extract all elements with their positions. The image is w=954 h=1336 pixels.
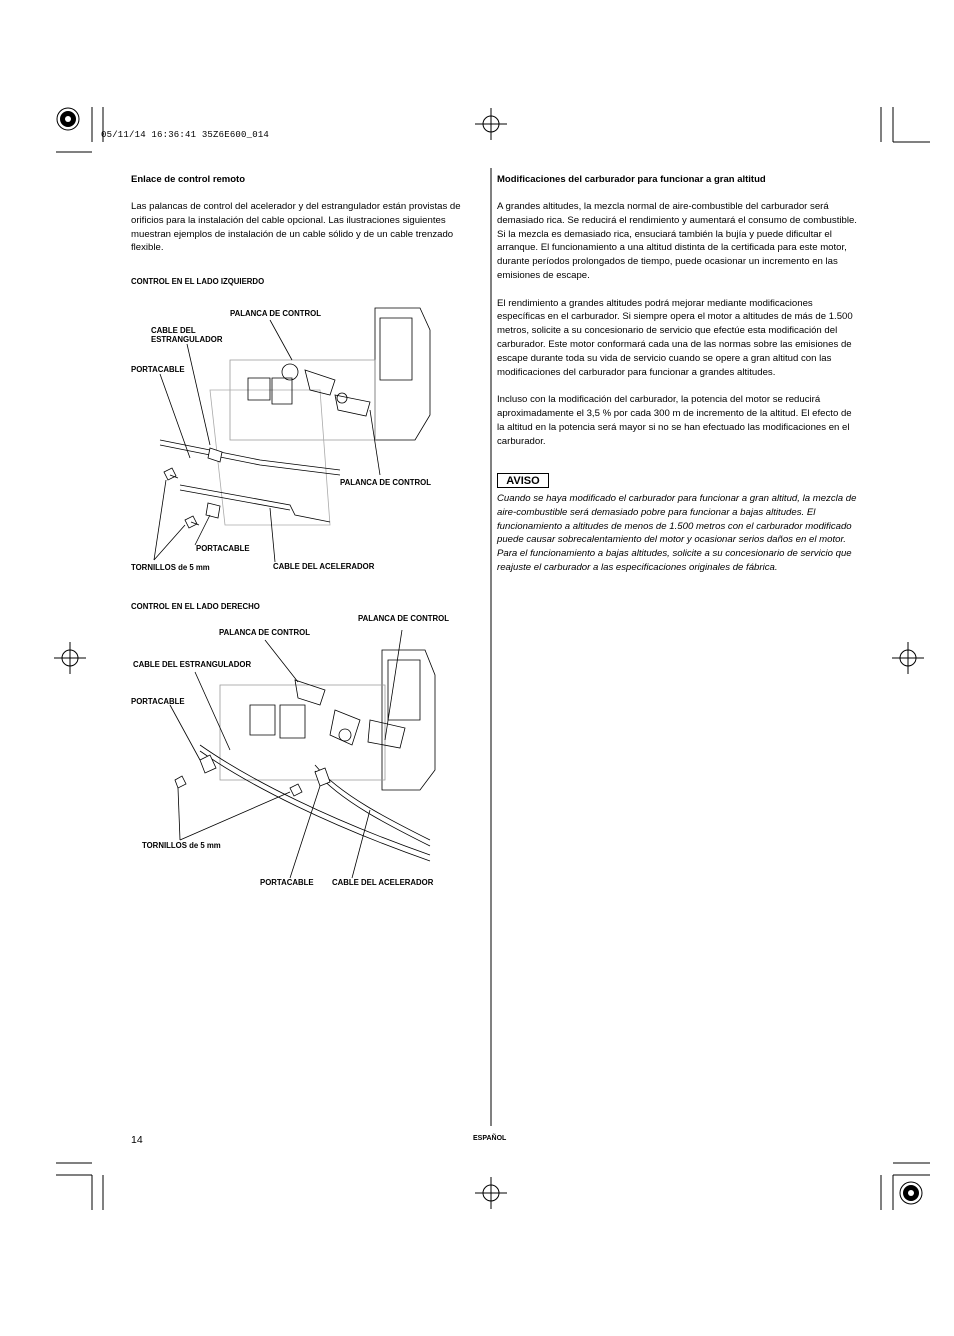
altitude-paragraph-1: A grandes altitudes, la mezcla normal de aire-combustible del carburador será demasiado rica. Se reducirá el rendimiento y aumentará el consumo de combustible. Si la mezcla es demasiado rica, ensuciará también la bujía y puede dificultar el arranque. El funcionamiento a una altitud distinta de la certificada para este motor, durante períodos prolongados de tiempo, puede ocasionar un incremento en las emisiones de escape. xyxy=(497,201,857,281)
page-number: 14 xyxy=(131,1134,143,1146)
label-throttle-cable: CABLE DEL ACELERADOR xyxy=(273,562,375,571)
label-screws: TORNILLOS de 5 mm xyxy=(131,563,210,572)
label-cable-holder-bottom: PORTACABLE xyxy=(196,544,250,553)
label-control-lever-top: PALANCA DE CONTROL xyxy=(230,309,321,318)
label-rs-throttle-cable: CABLE DEL ACELERADOR xyxy=(332,878,434,887)
figure-right-caption: CONTROL EN EL LADO DERECHO xyxy=(131,602,260,611)
label-rs-cable-holder-bottom: PORTACABLE xyxy=(260,878,314,887)
left-heading: Enlace de control remoto xyxy=(131,174,246,185)
figure-left-caption: CONTROL EN EL LADO IZQUIERDO xyxy=(131,277,265,286)
right-body xyxy=(497,200,857,462)
label-rs-cable-holder-top: PORTACABLE xyxy=(131,697,185,706)
right-heading: Modificaciones del carburador para funcionar a gran altitud xyxy=(497,174,766,185)
label-rs-screws: TORNILLOS de 5 mm xyxy=(142,841,221,850)
notice-text: Cuando se haya modificado el carburador para funcionar a gran altitud, la mezcla de aire-combustible será demasiado pobre para funcionar a bajas altitudes. El funcionamiento a altitudes de menos de 1.500 metros con el carburador modificado puede causar sobrecalentamiento del motor y ocasionar serios daños en el motor. Para el funcionamiento a bajas altitudes, solicite a su concesionario de servicio que reajuste el carburador a las especificaciones originales de fábrica. xyxy=(497,493,857,573)
intro-text: Las palancas de control del acelerador y del estrangulador están provistas de orificios para la instalación del cable opcional. Las ilustraciones siguientes muestran ejemplos de instalación de un cable sólido y de un cable trenzado flexible. xyxy=(131,201,461,254)
label-rs-control-lever-right: PALANCA DE CONTROL xyxy=(358,614,449,623)
notice-badge: AVISO xyxy=(497,473,549,488)
altitude-paragraph-3: Incluso con la modificación del carburador, la potencia del motor se reducirá aproximadamente el 3,5 % por cada 300 m de incremento de la altitud. El efecto de la altitud en la potencia será mayor si no se han efectuado las modificaciones en el carburador. xyxy=(497,394,852,447)
footer-language: ESPAÑOL xyxy=(473,1135,507,1142)
label-choke-cable-line2: ESTRANGULADOR xyxy=(151,335,223,344)
label-control-lever-right: PALANCA DE CONTROL xyxy=(340,478,431,487)
label-rs-choke-cable: CABLE DEL ESTRANGULADOR xyxy=(133,660,252,669)
print-stamp: 05/11/14 16:36:41 35Z6E600_014 xyxy=(101,130,270,140)
label-choke-cable-line1: CABLE DEL xyxy=(151,326,196,335)
left-intro-paragraph xyxy=(131,200,476,269)
label-cable-holder-top: PORTACABLE xyxy=(131,365,185,374)
altitude-paragraph-2: El rendimiento a grandes altitudes podrá mejorar mediante modificaciones específicas en el carburador. Si siempre opera el motor a altitudes de más de 1.500 metros, solicite a su concesionario de servicio que efectúe esta modificación del carburador. Este motor conformará cada una de las normas sobre las emisiones de escape durante toda su vida de servicio cuando se opere a gran altitud con las modificaciones del carburador para funcionar a grandes altitudes. xyxy=(497,297,853,378)
label-rs-control-lever-left: PALANCA DE CONTROL xyxy=(219,628,310,637)
